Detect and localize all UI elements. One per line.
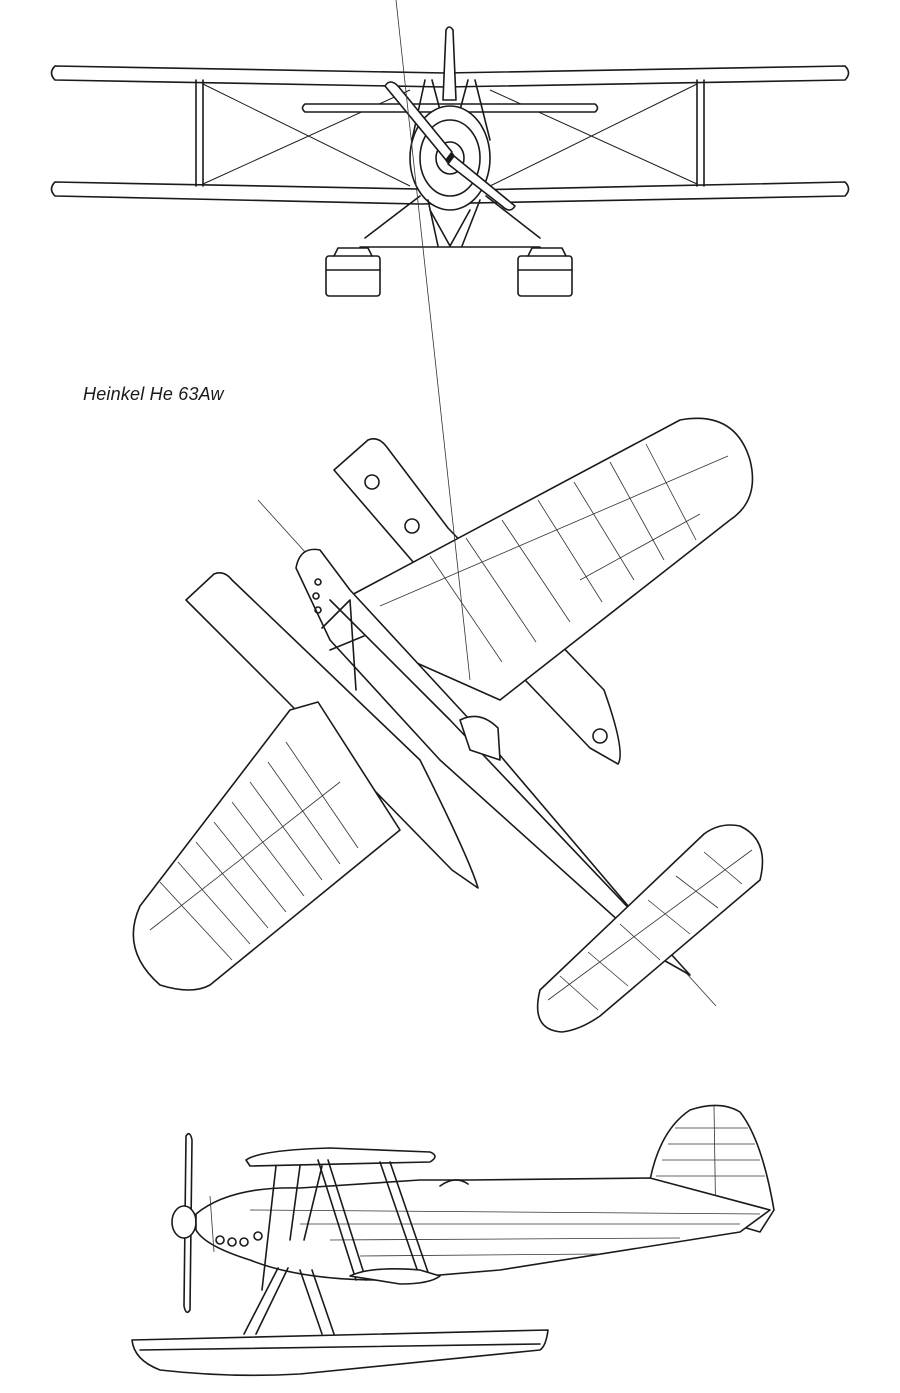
side-upper-wing bbox=[246, 1148, 435, 1166]
side-fuselage bbox=[196, 1178, 770, 1280]
side-float bbox=[132, 1330, 548, 1375]
spinner bbox=[172, 1206, 196, 1238]
aircraft-caption: Heinkel He 63Aw bbox=[83, 384, 224, 404]
side-lower-wing bbox=[350, 1269, 440, 1284]
